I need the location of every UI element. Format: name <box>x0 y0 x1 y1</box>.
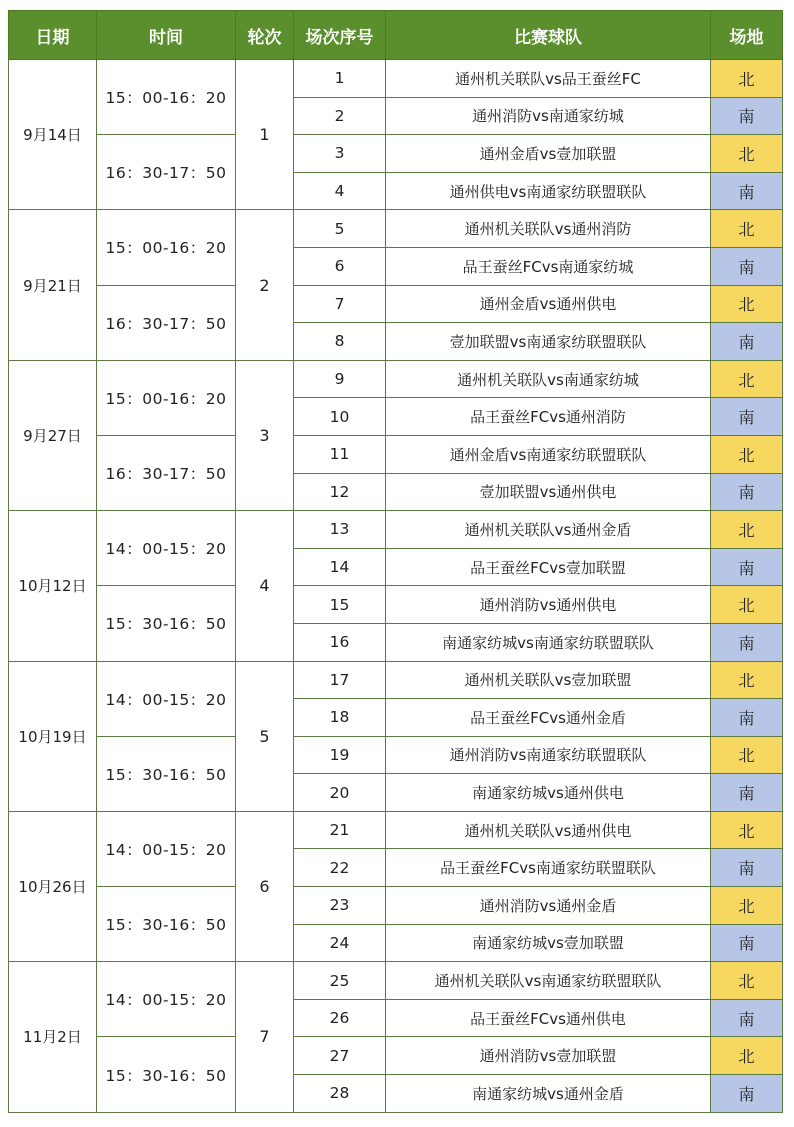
venue-south-cell: 南 <box>711 924 783 962</box>
time-slot-cell: 16：30-17：50 <box>97 435 236 510</box>
round-cell: 1 <box>236 60 294 210</box>
match-number-cell: 8 <box>294 323 386 361</box>
time-slot-cell: 14：00-15：20 <box>97 661 236 736</box>
teams-cell: 南通家纺城vs通州金盾 <box>386 1075 711 1113</box>
teams-cell: 通州消防vs壹加联盟 <box>386 1037 711 1075</box>
venue-south-cell: 南 <box>711 398 783 436</box>
teams-cell: 通州消防vs通州供电 <box>386 586 711 624</box>
teams-cell: 通州机关联队vs品王蚕丝FC <box>386 60 711 98</box>
table-row <box>9 962 783 1000</box>
venue-north-cell: 北 <box>711 435 783 473</box>
table-body <box>9 60 783 1113</box>
venue-south-cell: 南 <box>711 473 783 511</box>
teams-cell: 通州金盾vs通州供电 <box>386 285 711 323</box>
venue-south-cell: 南 <box>711 548 783 586</box>
time-slot-cell: 15：00-16：20 <box>97 60 236 135</box>
schedule-table <box>8 10 783 1113</box>
venue-north-cell: 北 <box>711 360 783 398</box>
teams-cell: 品王蚕丝FCvs南通家纺城 <box>386 247 711 285</box>
teams-cell: 品王蚕丝FCvs壹加联盟 <box>386 548 711 586</box>
venue-south-cell: 南 <box>711 247 783 285</box>
venue-north-cell: 北 <box>711 210 783 248</box>
match-number-cell: 12 <box>294 473 386 511</box>
match-number-cell: 23 <box>294 887 386 925</box>
venue-north-cell: 北 <box>711 887 783 925</box>
match-number-cell: 1 <box>294 60 386 98</box>
table-row <box>9 811 783 849</box>
table-row <box>9 135 783 173</box>
match-number-cell: 26 <box>294 999 386 1037</box>
time-slot-cell: 15：00-16：20 <box>97 360 236 435</box>
venue-north-cell: 北 <box>711 135 783 173</box>
round-cell: 2 <box>236 210 294 360</box>
teams-cell: 壹加联盟vs南通家纺联盟联队 <box>386 323 711 361</box>
teams-cell: 壹加联盟vs通州供电 <box>386 473 711 511</box>
match-number-cell: 17 <box>294 661 386 699</box>
time-slot-cell: 15：00-16：20 <box>97 210 236 285</box>
teams-cell: 通州机关联队vs通州供电 <box>386 811 711 849</box>
teams-cell: 通州消防vs南通家纺城 <box>386 97 711 135</box>
round-cell: 3 <box>236 360 294 510</box>
venue-south-cell: 南 <box>711 1075 783 1113</box>
table-row <box>9 210 783 248</box>
teams-cell: 通州机关联队vs南通家纺联盟联队 <box>386 962 711 1000</box>
venue-north-cell: 北 <box>711 1037 783 1075</box>
match-number-cell: 4 <box>294 172 386 210</box>
teams-cell: 通州金盾vs壹加联盟 <box>386 135 711 173</box>
date-cell: 9月27日 <box>9 360 97 510</box>
table-header <box>9 11 783 60</box>
teams-cell: 品王蚕丝FCvs通州金盾 <box>386 699 711 737</box>
teams-cell: 通州机关联队vs壹加联盟 <box>386 661 711 699</box>
time-slot-cell: 15：30-16：50 <box>97 736 236 811</box>
time-slot-cell: 15：30-16：50 <box>97 1037 236 1112</box>
date-cell: 11月2日 <box>9 962 97 1112</box>
match-number-cell: 18 <box>294 699 386 737</box>
header-row <box>9 11 783 60</box>
match-number-cell: 25 <box>294 962 386 1000</box>
match-number-cell: 22 <box>294 849 386 887</box>
date-cell: 10月19日 <box>9 661 97 811</box>
venue-north-cell: 北 <box>711 811 783 849</box>
teams-cell: 南通家纺城vs南通家纺联盟联队 <box>386 623 711 661</box>
venue-south-cell: 南 <box>711 623 783 661</box>
teams-cell: 通州机关联队vs通州金盾 <box>386 511 711 549</box>
header-match-no: 场次序号 <box>294 11 386 60</box>
table-row <box>9 511 783 549</box>
teams-cell: 通州消防vs南通家纺联盟联队 <box>386 736 711 774</box>
table-row <box>9 586 783 624</box>
round-cell: 7 <box>236 962 294 1112</box>
venue-north-cell: 北 <box>711 962 783 1000</box>
table-row <box>9 60 783 98</box>
round-cell: 5 <box>236 661 294 811</box>
match-number-cell: 24 <box>294 924 386 962</box>
teams-cell: 通州消防vs通州金盾 <box>386 887 711 925</box>
teams-cell: 通州供电vs南通家纺联盟联队 <box>386 172 711 210</box>
table-row <box>9 435 783 473</box>
venue-north-cell: 北 <box>711 285 783 323</box>
match-number-cell: 11 <box>294 435 386 473</box>
header-teams: 比赛球队 <box>386 11 711 60</box>
time-slot-cell: 14：00-15：20 <box>97 962 236 1037</box>
header-venue: 场地 <box>711 11 783 60</box>
teams-cell: 品王蚕丝FCvs通州消防 <box>386 398 711 436</box>
teams-cell: 品王蚕丝FCvs通州供电 <box>386 999 711 1037</box>
match-number-cell: 10 <box>294 398 386 436</box>
table-row <box>9 360 783 398</box>
venue-north-cell: 北 <box>711 60 783 98</box>
header-date: 日期 <box>9 11 97 60</box>
date-cell: 10月26日 <box>9 811 97 961</box>
match-number-cell: 15 <box>294 586 386 624</box>
match-number-cell: 3 <box>294 135 386 173</box>
match-number-cell: 19 <box>294 736 386 774</box>
venue-south-cell: 南 <box>711 172 783 210</box>
time-slot-cell: 15：30-16：50 <box>97 887 236 962</box>
venue-north-cell: 北 <box>711 511 783 549</box>
time-slot-cell: 14：00-15：20 <box>97 811 236 886</box>
table-row <box>9 736 783 774</box>
teams-cell: 通州机关联队vs通州消防 <box>386 210 711 248</box>
teams-cell: 品王蚕丝FCvs南通家纺联盟联队 <box>386 849 711 887</box>
match-number-cell: 7 <box>294 285 386 323</box>
match-number-cell: 6 <box>294 247 386 285</box>
table-row <box>9 887 783 925</box>
match-number-cell: 2 <box>294 97 386 135</box>
match-number-cell: 28 <box>294 1075 386 1113</box>
round-cell: 4 <box>236 511 294 661</box>
table-row <box>9 285 783 323</box>
teams-cell: 通州机关联队vs南通家纺城 <box>386 360 711 398</box>
header-round: 轮次 <box>236 11 294 60</box>
date-cell: 9月21日 <box>9 210 97 360</box>
match-number-cell: 5 <box>294 210 386 248</box>
table-row <box>9 661 783 699</box>
teams-cell: 南通家纺城vs壹加联盟 <box>386 924 711 962</box>
venue-south-cell: 南 <box>711 999 783 1037</box>
round-cell: 6 <box>236 811 294 961</box>
match-number-cell: 20 <box>294 774 386 812</box>
date-cell: 9月14日 <box>9 60 97 210</box>
time-slot-cell: 15：30-16：50 <box>97 586 236 661</box>
match-number-cell: 27 <box>294 1037 386 1075</box>
match-number-cell: 16 <box>294 623 386 661</box>
teams-cell: 通州金盾vs南通家纺联盟联队 <box>386 435 711 473</box>
table-row <box>9 1037 783 1075</box>
match-number-cell: 9 <box>294 360 386 398</box>
match-number-cell: 21 <box>294 811 386 849</box>
venue-south-cell: 南 <box>711 774 783 812</box>
date-cell: 10月12日 <box>9 511 97 661</box>
venue-south-cell: 南 <box>711 849 783 887</box>
time-slot-cell: 16：30-17：50 <box>97 135 236 210</box>
match-number-cell: 13 <box>294 511 386 549</box>
header-time: 时间 <box>97 11 236 60</box>
venue-north-cell: 北 <box>711 736 783 774</box>
venue-south-cell: 南 <box>711 97 783 135</box>
teams-cell: 南通家纺城vs通州供电 <box>386 774 711 812</box>
venue-south-cell: 南 <box>711 323 783 361</box>
venue-south-cell: 南 <box>711 699 783 737</box>
venue-north-cell: 北 <box>711 586 783 624</box>
time-slot-cell: 14：00-15：20 <box>97 511 236 586</box>
venue-north-cell: 北 <box>711 661 783 699</box>
time-slot-cell: 16：30-17：50 <box>97 285 236 360</box>
match-number-cell: 14 <box>294 548 386 586</box>
